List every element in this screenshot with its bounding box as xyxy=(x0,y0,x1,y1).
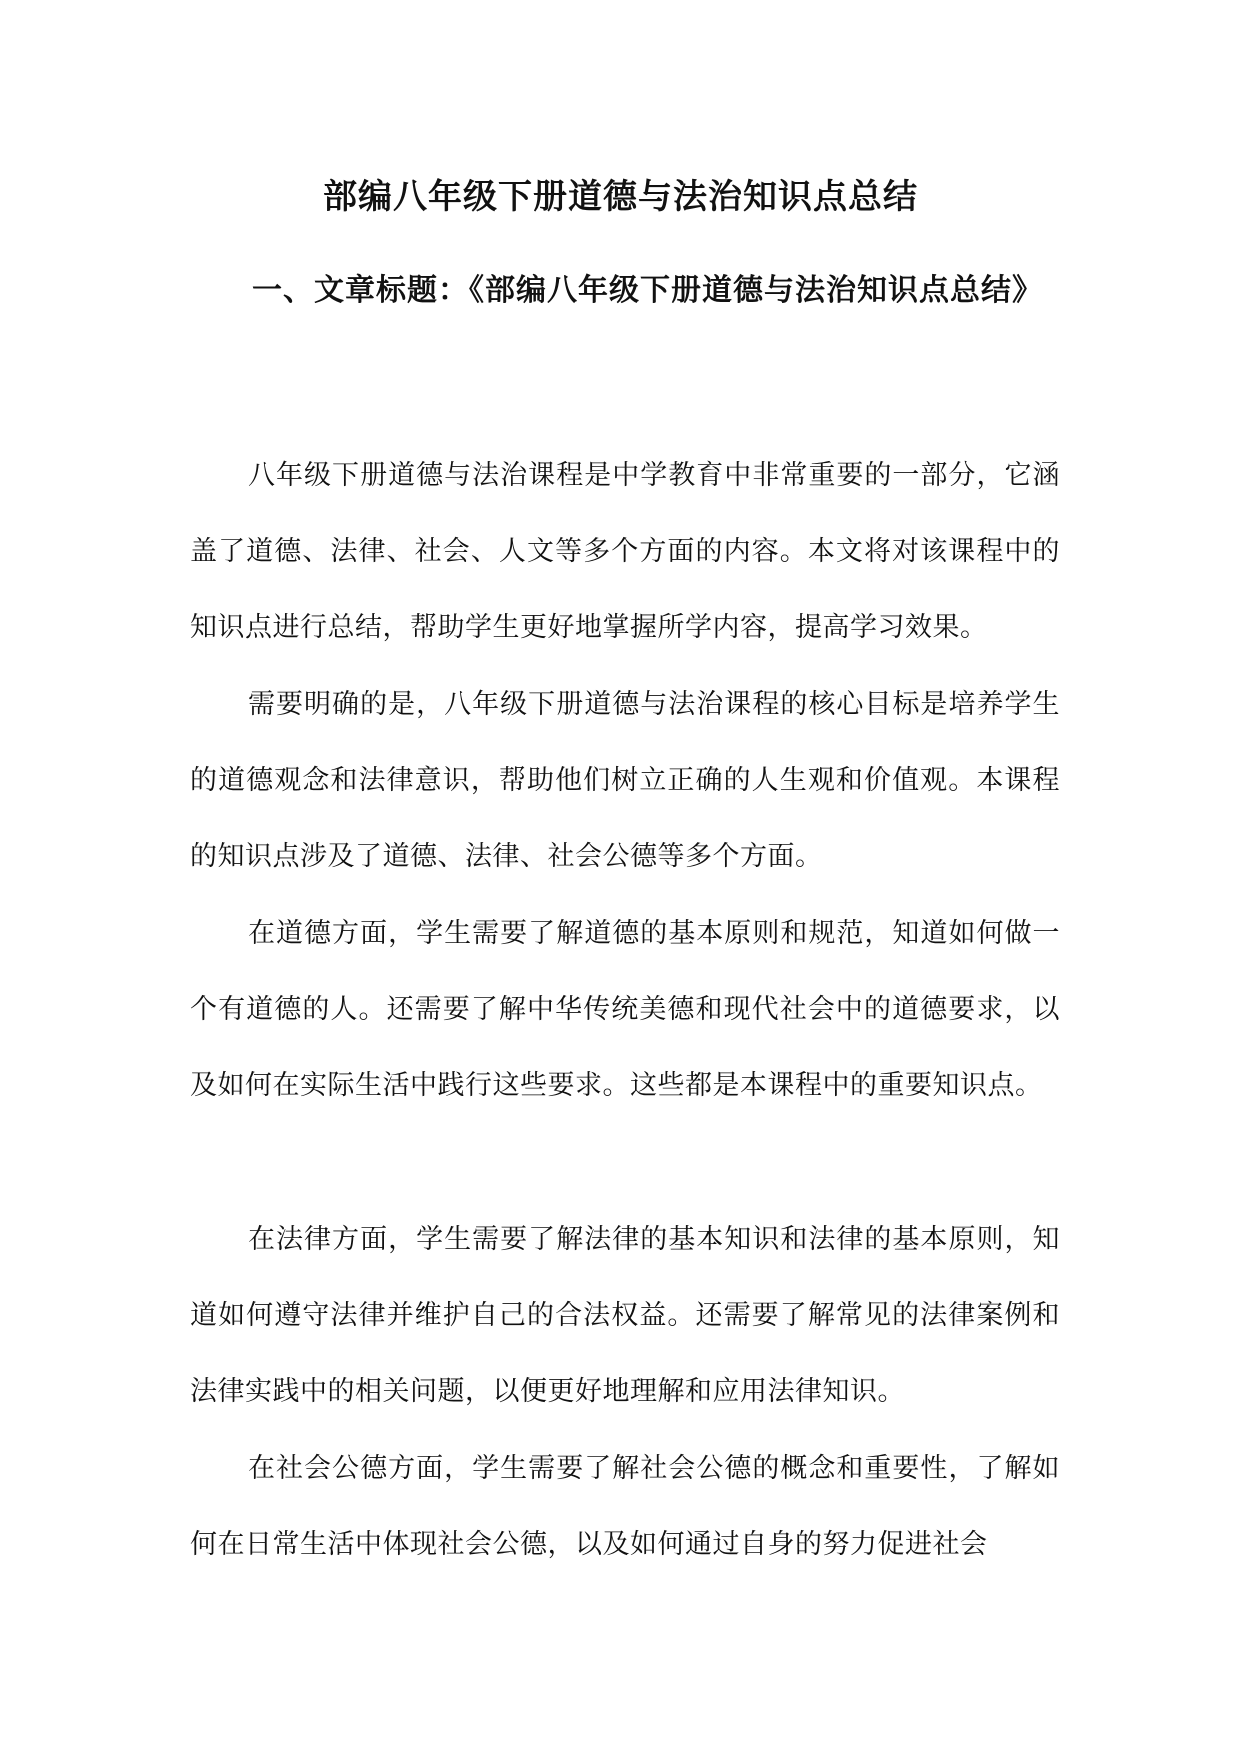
paragraph-law: 在法律方面，学生需要了解法律的基本知识和法律的基本原则，知道如何遵守法律并维护自己的合法权益。还需要了解常见的法律案例和法律实践中的相关问题，以便更好地理解和应用法律知识。 xyxy=(190,1224,1060,1407)
paragraph-intro: 八年级下册道德与法治课程是中学教育中非常重要的一部分，它涵盖了道德、法律、社会、人文等多个方面的内容。本文将对该课程中的知识点进行总结，帮助学生更好地掌握所学内容，提高学习效果。 xyxy=(190,460,1060,643)
paragraph-social-ethics: 在社会公德方面，学生需要了解社会公德的概念和重要性，了解如何在日常生活中体现社会公德，以及如何通过自身的努力促进社会 xyxy=(190,1453,1060,1560)
document-title: 部编八年级下册道德与法治知识点总结 xyxy=(323,176,918,217)
section-heading: 一、文章标题：《部编八年级下册道德与法治知识点总结》 xyxy=(252,273,1043,308)
paragraph-core-goal: 需要明确的是，八年级下册道德与法治课程的核心目标是培养学生的道德观念和法律意识，帮助他们树立正确的人生观和价值观。本课程的知识点涉及了道德、法律、社会公德等多个方面。 xyxy=(190,689,1060,872)
paragraph-morality: 在道德方面，学生需要了解道德的基本原则和规范，知道如何做一个有道德的人。还需要了解中华传统美德和现代社会中的道德要求，以及如何在实际生活中践行这些要求。这些都是本课程中的重要知识点。 xyxy=(190,918,1060,1101)
